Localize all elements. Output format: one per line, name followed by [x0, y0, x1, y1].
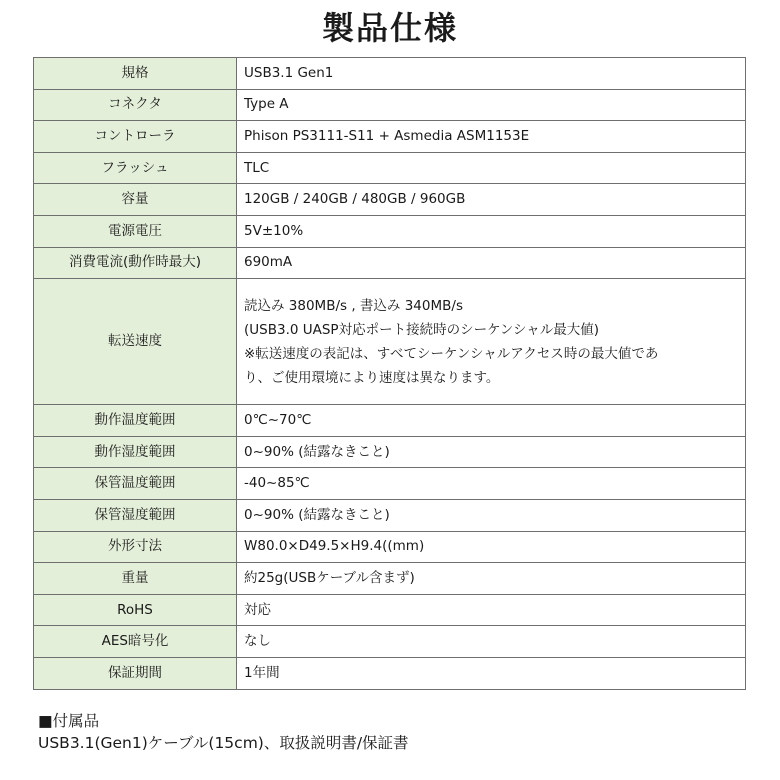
spec-value: TLC: [237, 152, 746, 184]
spec-label: RoHS: [34, 594, 237, 626]
spec-label: 転送速度: [34, 279, 237, 405]
spec-value: Phison PS3111-S11 + Asmedia ASM1153E: [237, 121, 746, 153]
spec-value: 約25g(USBケーブル含まず): [237, 563, 746, 595]
table-row: [34, 468, 746, 500]
table-row: [34, 184, 746, 216]
table-row: [34, 89, 746, 121]
spec-label: 動作温度範囲: [34, 405, 237, 437]
spec-value: Type A: [237, 89, 746, 121]
table-row: [34, 594, 746, 626]
spec-label: コントローラ: [34, 121, 237, 153]
spec-value: USB3.1 Gen1: [237, 58, 746, 90]
spec-value: なし: [237, 626, 746, 658]
spec-value: 0~90% (結露なきこと): [237, 436, 746, 468]
spec-table: [33, 57, 746, 690]
spec-label: 保管湿度範囲: [34, 499, 237, 531]
spec-label: 外形寸法: [34, 531, 237, 563]
accessories-items: USB3.1(Gen1)ケーブル(15cm)、取扱説明書/保証書: [38, 734, 409, 752]
accessories-heading: ■付属品: [38, 712, 100, 730]
table-row: [34, 121, 746, 153]
spec-label: 保証期間: [34, 657, 237, 689]
table-row: [34, 563, 746, 595]
spec-label: 消費電流(動作時最大): [34, 247, 237, 279]
spec-label: 規格: [34, 58, 237, 90]
table-row: [34, 657, 746, 689]
spec-label: 動作湿度範囲: [34, 436, 237, 468]
spec-label: フラッシュ: [34, 152, 237, 184]
spec-value: 0~90% (結露なきこと): [237, 499, 746, 531]
spec-value: 5V±10%: [237, 215, 746, 247]
spec-value: W80.0×D49.5×H9.4((mm): [237, 531, 746, 563]
spec-label: 重量: [34, 563, 237, 595]
table-row: [34, 531, 746, 563]
transfer-speed-line: (USB3.0 UASP対応ポート接続時のシーケンシャル最大値): [244, 321, 600, 338]
table-row: [34, 58, 746, 90]
transfer-speed-line: 読込み 380MB/s , 書込み 340MB/s: [244, 297, 463, 314]
spec-value: 1年間: [237, 657, 746, 689]
table-row: [34, 499, 746, 531]
table-row: [34, 436, 746, 468]
spec-value: 0℃~70℃: [237, 405, 746, 437]
spec-value: 690mA: [237, 247, 746, 279]
table-row: [34, 152, 746, 184]
spec-label: 電源電圧: [34, 215, 237, 247]
spec-label: 容量: [34, 184, 237, 216]
table-row: [34, 626, 746, 658]
table-row: [34, 405, 746, 437]
table-row: [34, 279, 746, 405]
spec-label: AES暗号化: [34, 626, 237, 658]
spec-value: 120GB / 240GB / 480GB / 960GB: [237, 184, 746, 216]
spec-label: コネクタ: [34, 89, 237, 121]
spec-label: 保管温度範囲: [34, 468, 237, 500]
table-row: [34, 215, 746, 247]
transfer-speed-value: [237, 279, 746, 405]
table-row: [34, 247, 746, 279]
spec-value: -40~85℃: [237, 468, 746, 500]
page-title: 製品仕様: [321, 9, 458, 47]
transfer-speed-line: ※転送速度の表記は、すべてシーケンシャルアクセス時の最大値であ: [244, 345, 659, 362]
spec-value: 対応: [237, 594, 746, 626]
transfer-speed-line: り、ご使用環境により速度は異なります。: [244, 369, 500, 386]
accessories-section: [38, 710, 409, 754]
